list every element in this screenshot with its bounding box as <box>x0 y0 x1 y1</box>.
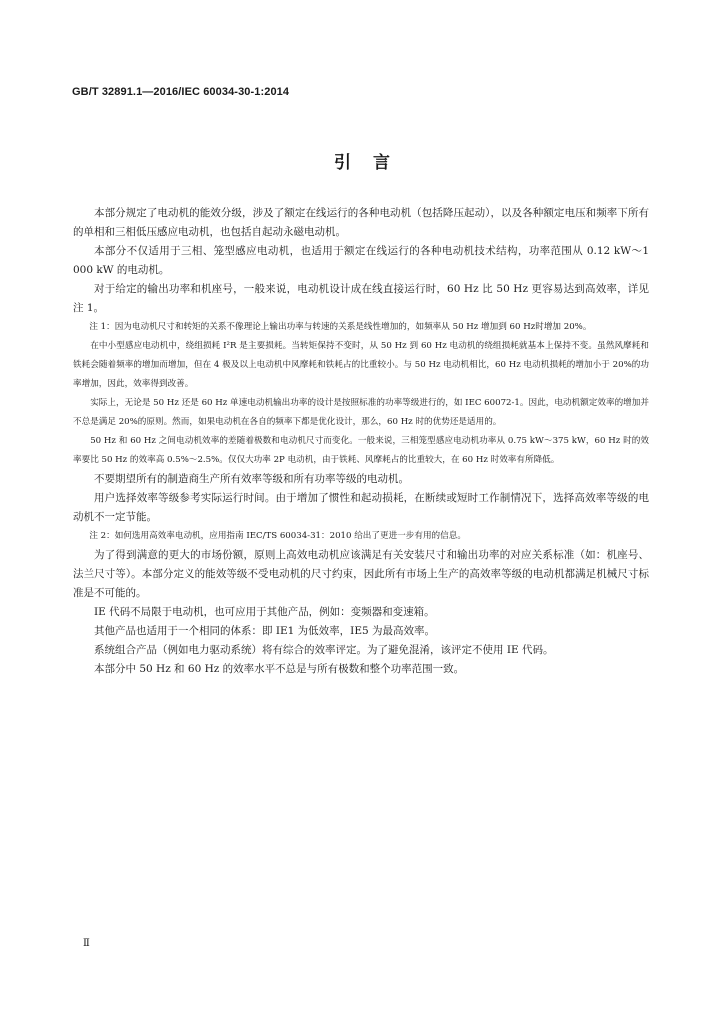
page-title: 引言 <box>334 153 412 173</box>
paragraph: 为了得到满意的更大的市场份额，原则上高效电动机应该满足有关安装尺寸和输出功率的对应关系标准（如：机座号、法兰尺寸等）。本部分定义的能效等级不受电动机的尺寸约束，因此所有市场上生产的高效率等级的电动机都满足机械尺寸标准是不可能的。 <box>73 549 649 599</box>
paragraph: 本部分不仅适用于三相、笼型感应电动机，也适用于额定在线运行的各种电动机技术结构，功率范围从 0.12 kW～1 000 kW 的电动机。 <box>73 245 649 276</box>
paragraph: IE 代码不局限于电动机，也可应用于其他产品，例如：变频器和变速箱。 <box>94 606 435 618</box>
paragraph: 用户选择效率等级参考实际运行时间。由于增加了惯性和起动损耗，在断续或短时工作制情况下，选择高效率等级的电动机不一定节能。 <box>73 492 649 523</box>
paragraph: 本部分规定了电动机的能效分级，涉及了额定在线运行的各种电动机（包括降压起动），以及各种额定电压和频率下所有的单相和三相低压感应电动机，也包括自起动永磁电动机。 <box>73 207 649 238</box>
note-1-detail: 50 Hz 和 60 Hz 之间电动机效率的差随着极数和电动机尺寸而变化。一般来说，三相笼型感应电动机功率从 0.75 kW～375 kW，60 Hz 时的效率要比 50 Hz 的效率高 0.5%～2.5%。仅仅大功率 2P 电动机，由于铁耗、风摩耗占的比重较大，在 60 Hz 时效率有所降低。 <box>73 436 649 465</box>
document-body <box>73 204 649 679</box>
note-1: 注 1：因为电动机尺寸和转矩的关系不像理论上输出功率与转速的关系是线性增加的，如频率从 50 Hz 增加到 60 Hz时增加 20%。 <box>89 322 592 332</box>
paragraph: 系统组合产品（例如电力驱动系统）将有综合的效率评定。为了避免混淆，该评定不使用 IE 代码。 <box>94 644 554 656</box>
page-number: Ⅱ <box>83 938 90 949</box>
paragraph: 对于给定的输出功率和机座号，一般来说，电动机设计成在线直接运行时，60 Hz 比 50 Hz 更容易达到高效率，详见注 1。 <box>73 283 649 314</box>
note-2: 注 2：如何选用高效率电动机，应用指南 IEC/TS 60034-31：2010 给出了更进一步有用的信息。 <box>89 531 466 541</box>
standard-number-header: GB/T 32891.1—2016/IEC 60034-30-1:2014 <box>72 86 290 98</box>
paragraph: 本部分中 50 Hz 和 60 Hz 的效率水平不总是与所有极数和整个功率范围一致。 <box>94 663 465 675</box>
note-1-detail: 在中小型感应电动机中，绕组损耗 I²R 是主要损耗。当转矩保持不变时，从 50 Hz 到 60 Hz 电动机的绕组损耗就基本上保持不变。虽然风摩耗和铁耗会随着频率的增加而增加，但在 4 极及以上电动机中风摩耗和铁耗占的比重较小。与 50 Hz 电动机相比，60 Hz 电动机损耗的增加小于 20%的功率增加，因此，效率得到改善。 <box>73 341 649 389</box>
note-1-detail: 实际上，无论是 50 Hz 还是 60 Hz 单速电动机输出功率的设计是按照标准的功率等级进行的，如 IEC 60072-1。因此，电动机额定效率的增加并不总是满足 20%的原则。然而，如果电动机在各自的频率下都是优化设计，那么，60 Hz 时的优势还是适用的。 <box>73 398 649 427</box>
paragraph: 其他产品也适用于一个相同的体系：即 IE1 为低效率，IE5 为最高效率。 <box>94 625 435 637</box>
paragraph: 不要期望所有的制造商生产所有效率等级和所有功率等级的电动机。 <box>94 473 409 485</box>
